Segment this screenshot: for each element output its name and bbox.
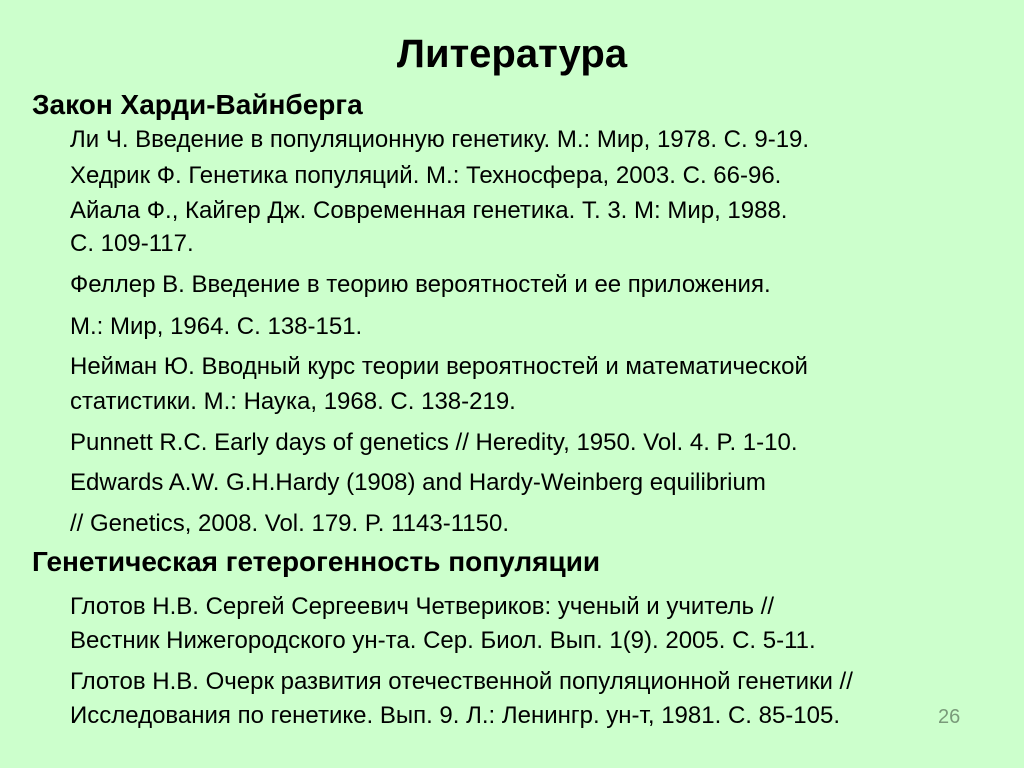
reference-line: Хедрик Ф. Генетика популяций. М.: Техносфера, 2003. С. 66-96.: [70, 162, 782, 189]
reference-line: Вестник Нижегородского ун-та. Сер. Биол. Вып. 1(9). 2005. С. 5-11.: [70, 627, 816, 654]
reference-line: Феллер В. Введение в теорию вероятностей и ее приложения.: [70, 271, 771, 298]
reference-line: статистики. М.: Наука, 1968. С. 138-219.: [70, 388, 516, 415]
reference-line: Edwards A.W. G.H.Hardy (1908) and Hardy-Weinberg equilibrium: [70, 469, 766, 496]
reference-line: // Genetics, 2008. Vol. 179. P. 1143-1150.: [70, 510, 509, 537]
reference-line: Punnett R.C. Early days of genetics // Heredity, 1950. Vol. 4. P. 1-10.: [70, 429, 798, 456]
reference-line: Ли Ч. Введение в популяционную генетику. М.: Мир, 1978. С. 9-19.: [70, 126, 810, 153]
reference-line: С. 109-117.: [70, 230, 194, 257]
reference-line: М.: Мир, 1964. С. 138-151.: [70, 313, 363, 340]
reference-line: Глотов Н.В. Очерк развития отечественной популяционной генетики //: [70, 668, 853, 695]
section-heading-population-heterogeneity: Генетическая гетерогенность популяции: [32, 546, 601, 577]
reference-line: Айала Ф., Кайгер Дж. Современная генетика. Т. 3. М: Мир, 1988.: [70, 197, 788, 224]
slide-number: 26: [938, 706, 961, 728]
reference-line: Глотов Н.В. Сергей Сергеевич Четвериков: ученый и учитель //: [70, 593, 775, 620]
section-heading-hardy-weinberg: Закон Харди-Вайнберга: [32, 89, 363, 120]
reference-line: Исследования по генетике. Вып. 9. Л.: Ленингр. ун-т, 1981. С. 85-105.: [70, 702, 841, 729]
reference-line: Нейман Ю. Вводный курс теории вероятностей и математической: [70, 353, 808, 380]
slide-title: Литература: [396, 32, 628, 76]
